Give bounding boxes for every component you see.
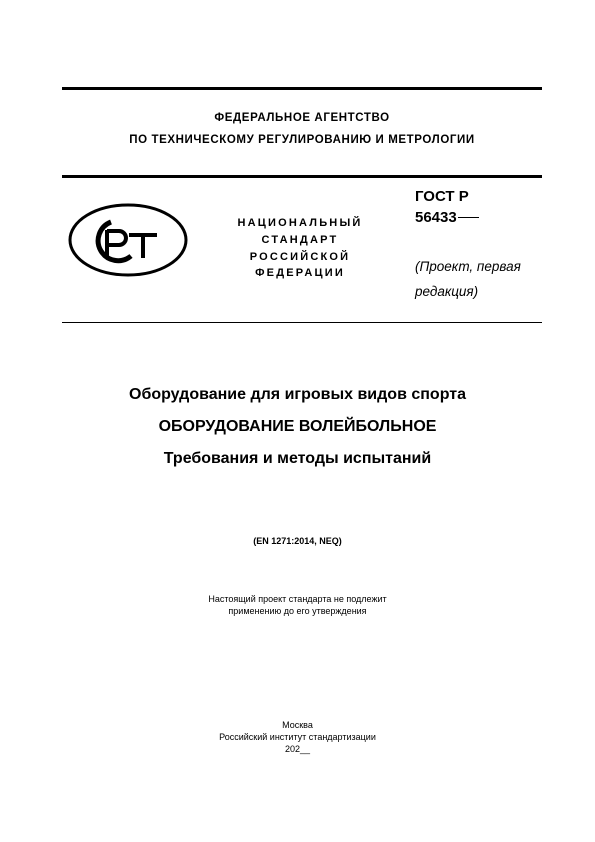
- national-standard-line-1: НАЦИОНАЛЬНЫЙ: [237, 217, 363, 229]
- draft-status-line-2: редакция): [415, 284, 479, 299]
- document-title-line-2: ОБОРУДОВАНИЕ ВОЛЕЙБОЛЬНОЕ: [158, 418, 437, 435]
- imprint-year: 202__: [284, 744, 311, 754]
- document-title-line-1: Оборудование для игровых видов спорта: [129, 386, 466, 403]
- draft-notice-line-2: применению до его утверждения: [228, 606, 367, 616]
- agency-name-line-2: ПО ТЕХНИЧЕСКОМУ РЕГУЛИРОВАНИЮ И МЕТРОЛОГИИ: [129, 134, 475, 146]
- document-title-line-3: Требования и методы испытаний: [163, 450, 432, 467]
- rst-conformity-mark-icon: [67, 202, 191, 278]
- standard-number: 56433: [415, 209, 457, 226]
- standard-designation-label: ГОСТ Р: [415, 188, 469, 205]
- imprint-city: Москва: [282, 720, 313, 730]
- imprint-publisher: Российский институт стандартизации: [219, 732, 376, 742]
- national-standard-line-3: РОССИЙСКОЙ: [249, 251, 351, 263]
- national-standard-line-2: СТАНДАРТ: [261, 234, 339, 246]
- agency-name-line-1: ФЕДЕРАЛЬНОЕ АГЕНТСТВО: [214, 112, 390, 124]
- draft-status-line-1: (Проект, первая: [415, 259, 521, 274]
- national-standard-line-4: ФЕДЕРАЦИИ: [255, 267, 345, 279]
- top-rule: [62, 87, 542, 90]
- year-placeholder-dash: [458, 217, 479, 218]
- standard-designation-number-row: [415, 209, 479, 227]
- equivalence-reference: (EN 1271:2014, NEQ): [253, 536, 342, 546]
- bottom-rule: [62, 322, 542, 323]
- draft-notice-line-1: Настоящий проект стандарта не подлежит: [208, 594, 387, 604]
- middle-rule: [62, 175, 542, 178]
